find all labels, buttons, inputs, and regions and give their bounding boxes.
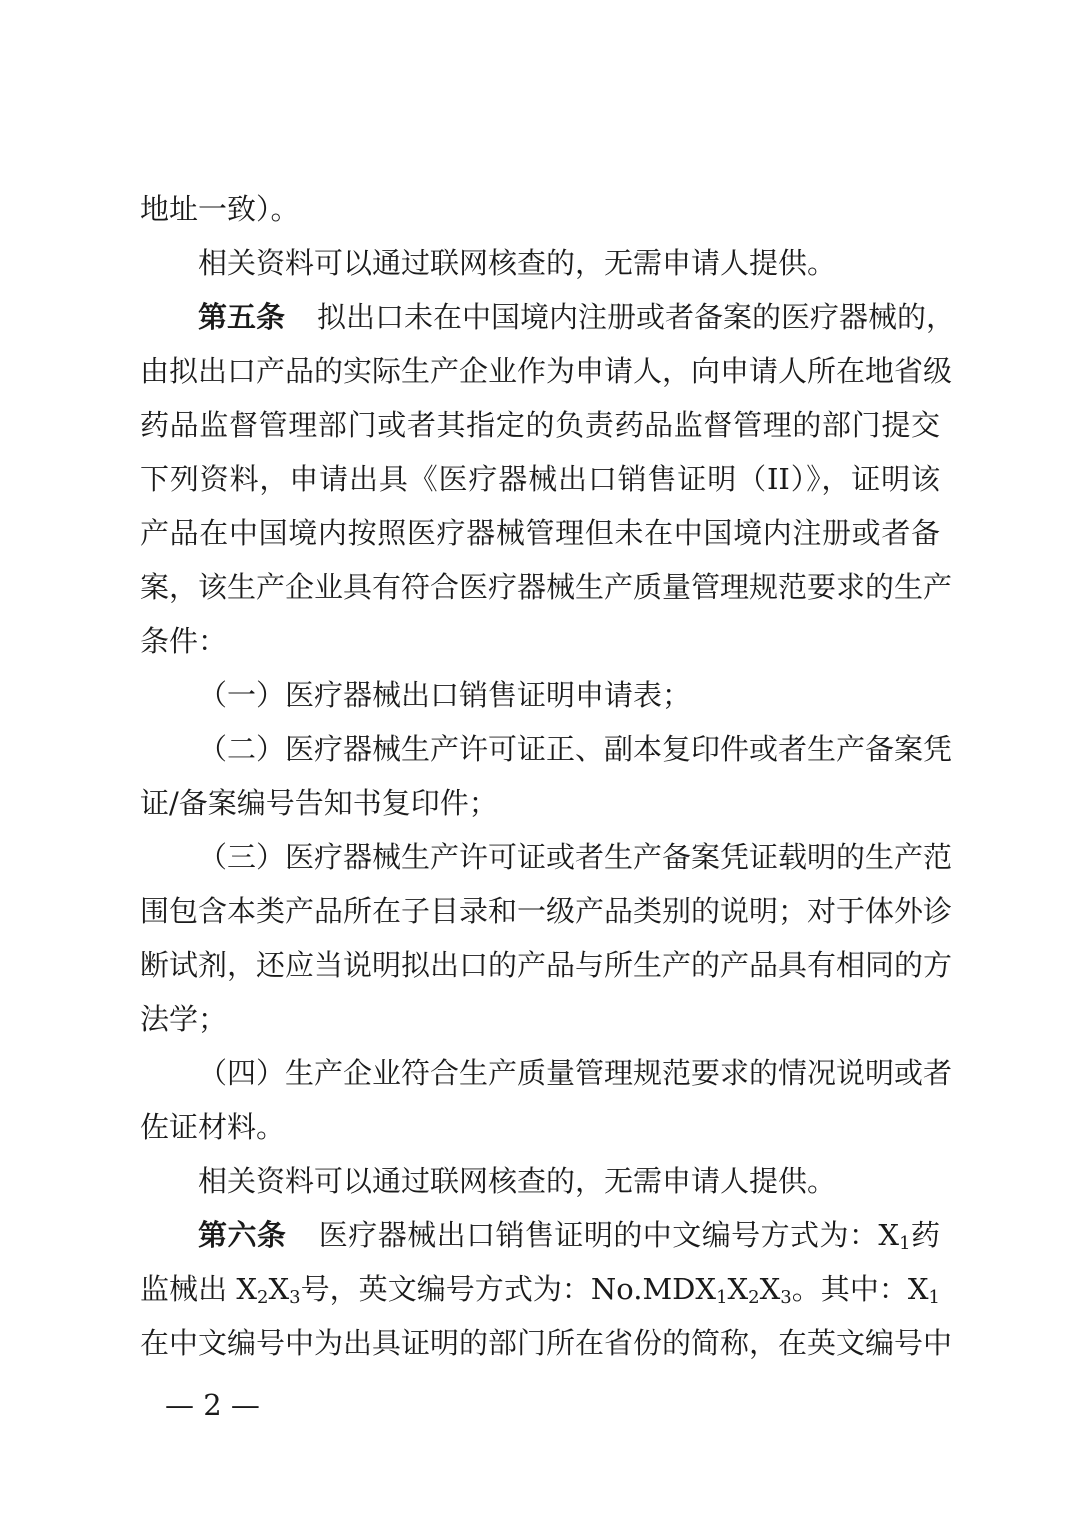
article-text: 医疗器械出口销售证明的中文编号方式为：X <box>318 1218 900 1252</box>
paragraph-line: 相关资料可以通过联网核查的，无需申请人提供。 <box>198 246 837 280</box>
text-run: X <box>268 1272 290 1306</box>
paragraph-line: 药品监督管理部门或者其指定的负责药品监督管理的部门提交 <box>140 408 940 442</box>
subscript: 3 <box>289 1287 301 1308</box>
paragraph-line: 由拟出口产品的实际生产企业作为申请人，向申请人所在地省级 <box>140 354 953 388</box>
paragraph-line: 相关资料可以通过联网核查的，无需申请人提供。 <box>198 1164 837 1198</box>
paragraph-line: 证/备案编号告知书复印件； <box>140 786 498 820</box>
subscript: 1 <box>928 1287 940 1308</box>
paragraph-line: 法学； <box>140 1002 228 1036</box>
page-number: — 2 — <box>165 1388 260 1422</box>
paragraph-line: 地址一致）。 <box>140 192 300 226</box>
paragraph-line: 在中文编号中为出具证明的部门所在省份的简称，在英文编号中 <box>140 1326 953 1360</box>
list-item: （二）医疗器械生产许可证正、副本复印件或者生产备案凭 <box>198 732 953 766</box>
subscript: 1 <box>899 1233 911 1254</box>
text-run: 监械出 X <box>140 1272 257 1306</box>
text-run: X <box>759 1272 781 1306</box>
list-item: （三）医疗器械生产许可证或者生产备案凭证载明的生产范 <box>198 840 953 874</box>
list-item: （一）医疗器械出口销售证明申请表； <box>198 678 692 712</box>
paragraph-line: 产品在中国境内按照医疗器械管理但未在中国境内注册或者备 <box>140 516 940 550</box>
paragraph-line: 佐证材料。 <box>140 1110 286 1144</box>
subscript: 3 <box>780 1287 792 1308</box>
article-heading: 第六条 <box>198 1218 287 1252</box>
text-run: X <box>727 1272 749 1306</box>
paragraph-line: 条件： <box>140 624 228 658</box>
text-run: 号，英文编号方式为：No.MDX <box>300 1272 717 1306</box>
article-6-first-line <box>198 1215 940 1255</box>
list-item: （四）生产企业符合生产质量管理规范要求的情况说明或者 <box>198 1056 953 1090</box>
paragraph-line: 下列资料，申请出具《医疗器械出口销售证明（II）》，证明该 <box>140 462 940 496</box>
paragraph-line: 断试剂，还应当说明拟出口的产品与所生产的产品具有相同的方 <box>140 948 953 982</box>
subscript: 1 <box>716 1287 728 1308</box>
subscript: 2 <box>748 1287 760 1308</box>
paragraph-line <box>140 1269 940 1309</box>
paragraph-line: 围包含本类产品所在子目录和一级产品类别的说明；对于体外诊 <box>140 894 953 928</box>
article-5-first-line <box>198 297 956 337</box>
text-run: 。其中：X <box>791 1272 929 1306</box>
subscript: 2 <box>257 1287 269 1308</box>
article-heading: 第五条 <box>198 300 286 334</box>
article-text: 拟出口未在中国境内注册或者备案的医疗器械的， <box>317 300 956 334</box>
article-text: 药 <box>910 1218 940 1252</box>
paragraph-line: 案，该生产企业具有符合医疗器械生产质量管理规范要求的生产 <box>140 570 953 604</box>
